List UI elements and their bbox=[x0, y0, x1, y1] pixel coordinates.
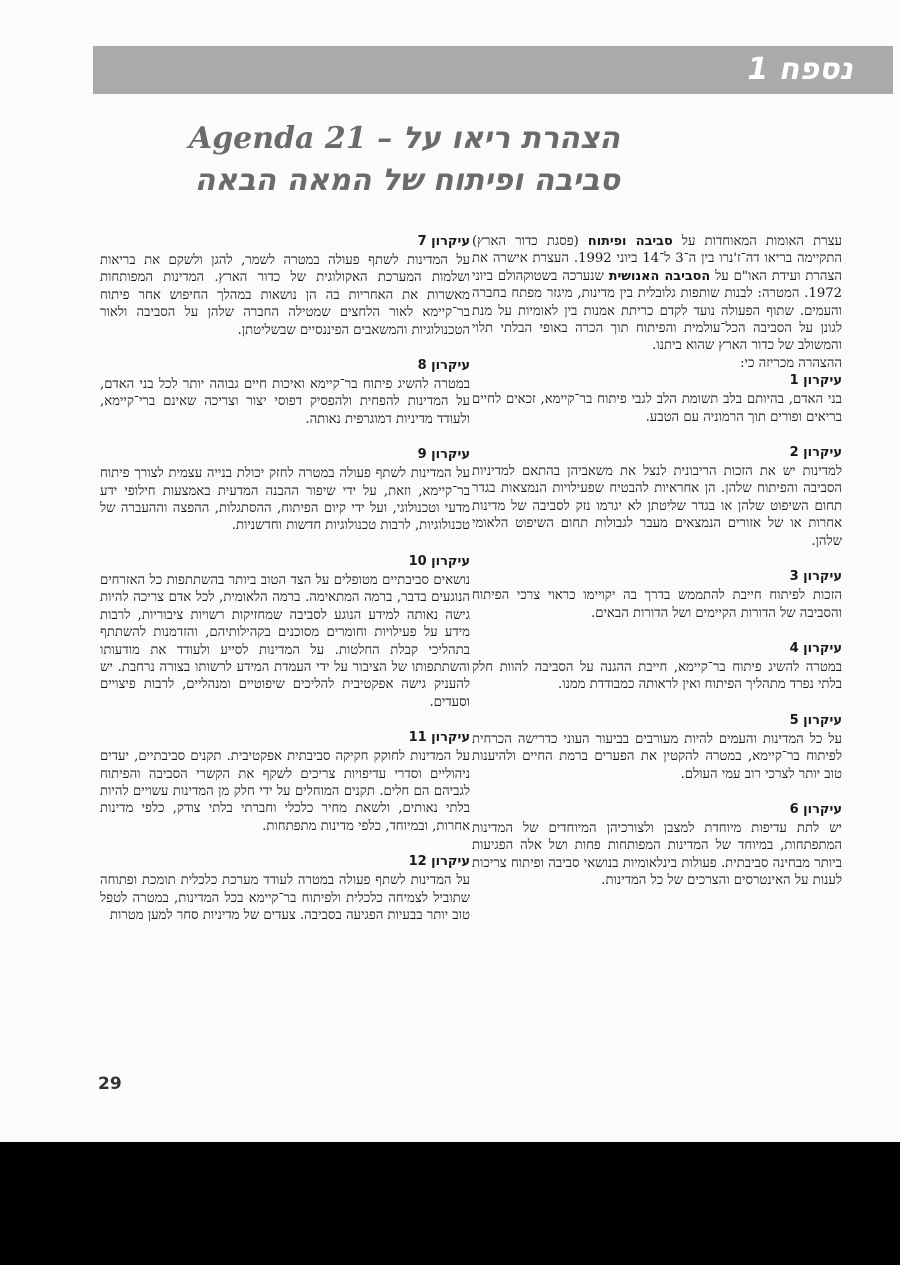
principle-heading: עיקרון 8 bbox=[417, 358, 470, 374]
intro-text-1: עצרת האומות המאוחדות על bbox=[672, 234, 842, 249]
intro-text-2: (פסגת כדור הארץ) התקיימה בריאו דה־ז'נרו בין ה־3 ל־14 ביוני 1992. העצרת אישרה את הצהרת ועידת האו"ם על bbox=[472, 234, 842, 284]
document-title bbox=[120, 118, 620, 208]
principle-4 bbox=[472, 640, 842, 694]
appendix-label: נספח 1 bbox=[747, 52, 853, 87]
title-line-1 bbox=[120, 118, 620, 160]
principle-heading: עיקרון 7 bbox=[417, 234, 470, 249]
right-column bbox=[472, 233, 842, 908]
principle-text: על המדינות לחוקק חקיקה סביבתית אפקטיבית. תקנים סביבתיים, יעדים ניהוליים וסדרי עדיפויות צריכים לשקף את הקשרי הסביבה והפיתוח לגביהם הם חלים. תקנים המוחלים על ידי חלק מן המדינות עשויים להיות בלתי נאותים, ולשאת מחיר כלכלי וחברתי בלתי צודק, כלפי מדינות אחרות, ובמיוחד, כלפי מדינות מתפתחות. bbox=[100, 749, 470, 834]
left-column bbox=[100, 233, 470, 942]
principle-heading: עיקרון 1 bbox=[789, 373, 842, 389]
principle-6 bbox=[472, 801, 842, 890]
intro-text-3: שנערכה בשטוקהולם ביוני 1972. המטרה: לבנות שותפות גלובלית בין מדינות, מיגזר מפתח בחברה והעמים. שתוף הפעולה נועד לקדם כריתת אמנות בין לאומיות על מנת לגונן על הסביבה הכל־עולמית והפיתוח תוך הכרה באופי הבלתי תלוי והמשולב של כדור הארץ שהוא ביתנו. bbox=[472, 268, 842, 354]
principle-heading: עיקרון 11 bbox=[408, 730, 470, 746]
principle-1 bbox=[472, 372, 842, 426]
title-text-latin: Agenda 21 – bbox=[188, 121, 393, 156]
principle-heading: עיקרון 5 bbox=[789, 712, 842, 728]
principle-8 bbox=[100, 357, 470, 428]
page-number: 29 bbox=[98, 1074, 122, 1094]
intro-closing: ההצהרה מכריזה כי: bbox=[740, 355, 842, 371]
principle-11 bbox=[100, 729, 470, 835]
intro-paragraph bbox=[472, 233, 842, 355]
principle-heading: עיקרון 2 bbox=[789, 445, 842, 461]
title-text-hebrew: הצהרת ריאו על bbox=[402, 121, 620, 156]
principle-heading: עיקרון 10 bbox=[408, 553, 470, 569]
principle-3 bbox=[472, 568, 842, 622]
appendix-header-bar bbox=[93, 46, 893, 94]
principle-text: יש לתת עדיפות מיוחדת למצבן ולצורכיהן המיוחדים של המדינות המתפתחות, במיוחד של המדינות המפותחות פחות ושל אלה הפגיעות ביותר מבחינה סביבתית. פעולות בינלאומיות בנושאי סביבה ופיתוח צריכות לענות על האינטרסים והצרכים של כל המדינות. bbox=[472, 820, 842, 889]
principle-5 bbox=[472, 712, 842, 783]
principle-2 bbox=[472, 444, 842, 550]
principle-text: הזכות לפיתוח חייבת להתממש בדרך בה יקויימו כראוי צרכי הפיתוח והסביבה של הדורות הקיימים ושל הדורות הבאים. bbox=[472, 588, 842, 621]
principle-heading: עיקרון 9 bbox=[417, 447, 470, 463]
intro-bold-2: הסביבה האנושית bbox=[608, 268, 711, 284]
title-line-2: סביבה ופיתוח של המאה הבאה bbox=[194, 163, 620, 198]
principle-text: במטרה להשיג פיתוח בר־קיימא, חייבת ההגנה על הסביבה להוות חלק בלתי נפרד מתהליך הפיתוח ואין לראותה כמבודדת ממנו. bbox=[472, 659, 842, 693]
principle-heading: עיקרון 4 bbox=[789, 640, 842, 656]
principle-text: בני האדם, בהיותם בלב תשומת הלב לגבי פיתוח בר־קיימא, זכאים לחיים בריאים ופורים תוך הרמוניה עם הטבע. bbox=[472, 392, 842, 425]
principle-text: על המדינות לשתף פעולה במטרה לעודד מערכת כלכלית תומכת ופתוחה שתוביל לצמיחה כלכלית ולפיתוח בר־קיימא בכל המדינות, במטרה לטפל טוב יותר בבעיות הפגיעה בסביבה. צעדים של מדיניות סחר למען מטרות bbox=[100, 873, 470, 923]
principle-text: על המדינות לשתף פעולה במטרה לחזק יכולת בנייה עצמית לצורך פיתוח בר־קיימא, וזאת, על ידי שיפור ההבנה המדעית באמצעות חילופי ידע מדעי וטכנולוגי, ועל ידי קיום הפיתוח, ההסתגלות, ההפצה וההעברה של טכנולוגיות, לרבות טכנולוגיות חדשות וחדשניות. bbox=[100, 466, 470, 534]
principle-text: במטרה להשיג פיתוח בר־קיימא ואיכות חיים גבוהה יותר לכל בני האדם, על המדינות להפחית ולהפסיק דפוסי יצור וצריכה שאינם ברי־קיימא, ולעודד מדיניות דמוגרפית נאותה. bbox=[100, 377, 470, 427]
principle-9 bbox=[100, 446, 470, 535]
principle-text: על כל המדינות והעמים להיות מעורבים בביעור העוני כדרישה הכרחית לפיתוח בר־קיימא, במטרה להקטין את הפערים ברמת החיים ולהיענות טוב יותר לצרכי רוב עמי העולם. bbox=[472, 731, 842, 782]
principle-text: על המדינות לשתף פעולה במטרה לשמר, להגן ולשקם את בריאות ושלמות המערכת האקולוגית של כדור הארץ. המדינות המפותחות מאשרות את האחריות בה הן נושאות במהלך החיפוש אחר פיתוח בר־קיימא לאור הלחצים שמטילה החברה שלהן על הסביבה ולאור הטכנולוגיות והמשאבים הפיננסיים שבשליטתן. bbox=[100, 253, 470, 338]
principle-12 bbox=[100, 853, 470, 924]
principle-heading: עיקרון 3 bbox=[789, 569, 842, 585]
principle-text: למדינות יש את הזכות הריבונית לנצל את משאביהן בהתאם למדיניות הסביבה והפיתוח שלהן. הן אחראיות להבטיח שפעילויות הנמצאות בגדר תחום השיפוט שלהן או בגדר שליטתן לא יגרמו נזק לסביבה של מדינות אחרות או של אזורים הנמצאים מעבר לגבולות תחום השיפוט הלאומי שלהן. bbox=[472, 464, 842, 549]
principle-10 bbox=[100, 553, 470, 711]
intro-bold-1: סביבה ופיתוח bbox=[587, 234, 673, 249]
principle-heading: עיקרון 6 bbox=[789, 801, 842, 817]
principle-text: נושאים סביבתיים מטופלים על הצד הטוב ביותר בהשתתפות כל האזרחים הנוגעים בדבר, ברמה המתאימה. ברמה הלאומית, לכל אדם צריכה להיות גישה נאותה למידע הנוגע לסביבה שמחזיקות רשויות ציבוריות, לרבות מידע על פעילויות וחומרים מסוכנים בקהילותיהם, והזדמנות להשתתף בתהליכי קבלת החלטות. על המדינות לסייע ולעודד את מודעותו והשתתפותו של הציבור על ידי העמדת המידע לרשותו בצורה נרחבת. יש להעניק גישה אפקטיבית להליכים שיפוטיים ומנהליים, לרבות פיצויים וסעדים. bbox=[100, 572, 470, 710]
principle-7 bbox=[100, 233, 470, 339]
principle-heading: עיקרון 12 bbox=[408, 854, 470, 870]
